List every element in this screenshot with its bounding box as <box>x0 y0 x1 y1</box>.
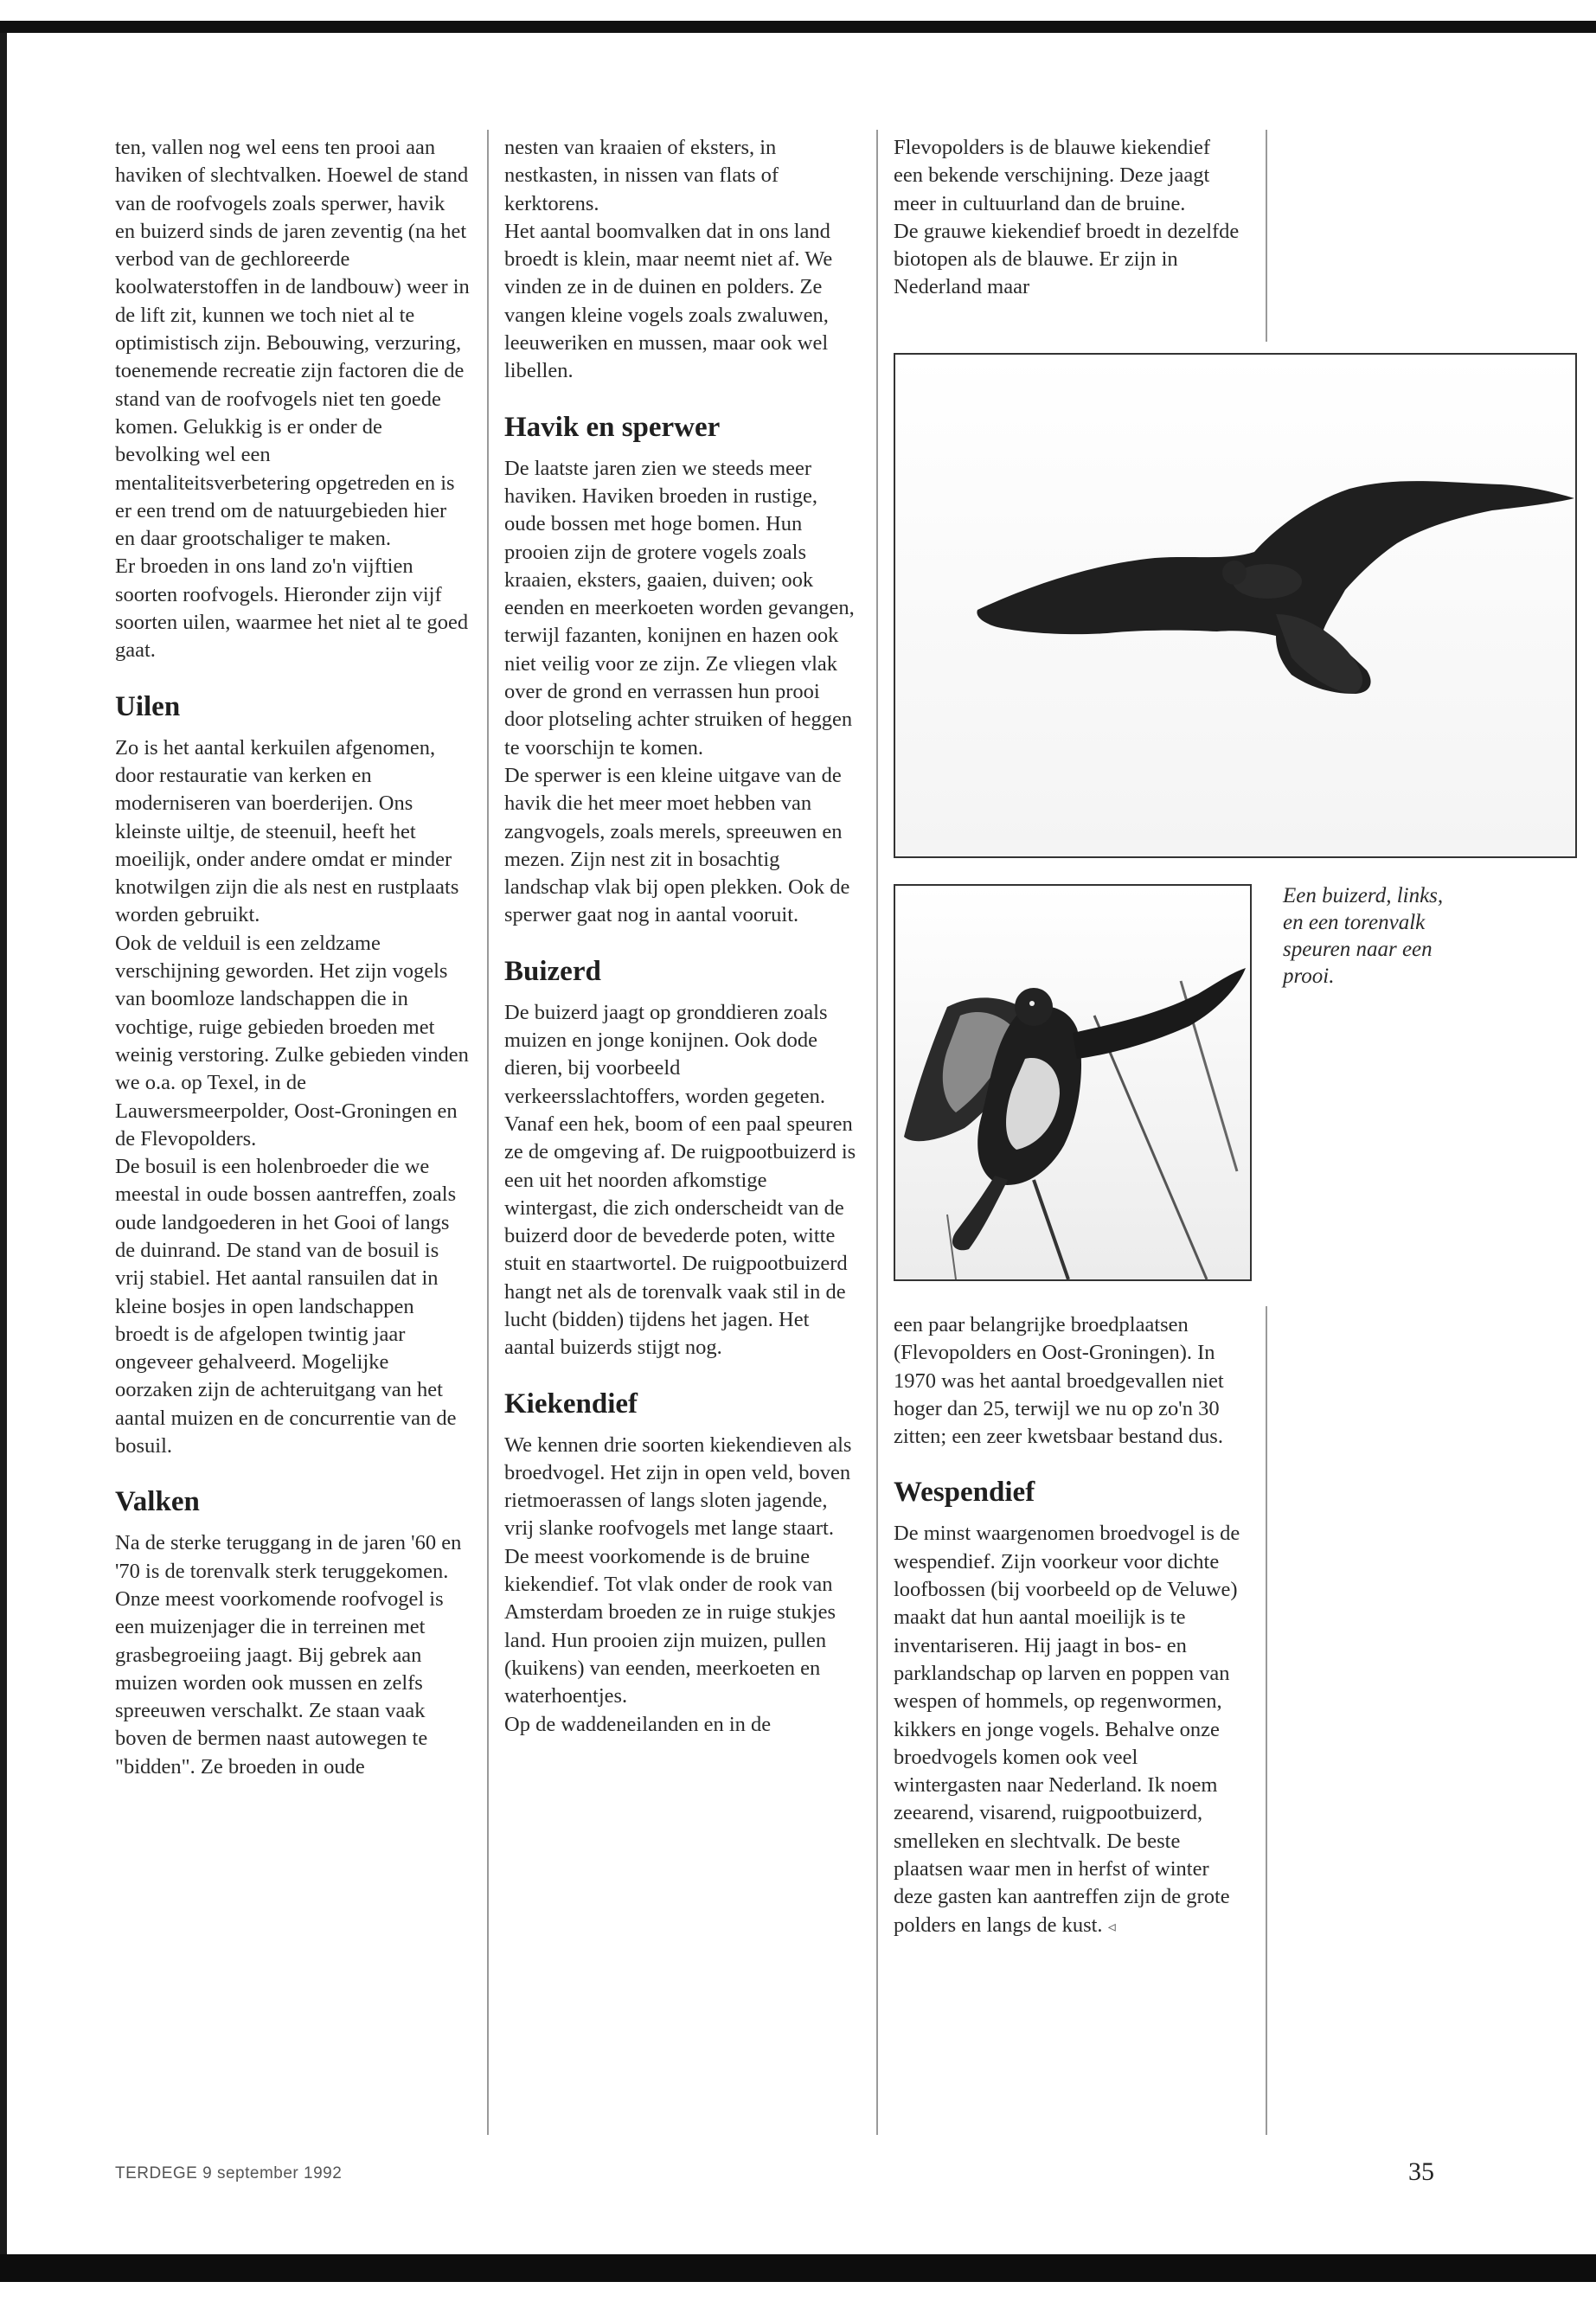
section-heading-wespendief: Wespendief <box>894 1477 1035 1509</box>
section-heading-havik-en-sperwer: Havik en sperwer <box>504 411 721 443</box>
kestrel-in-flight-photo <box>894 353 1577 858</box>
paragraph-text: De minst waargenomen broedvogel is de wespendief. Zijn voorkeur voor dichte loofbossen (bij voorbeeld op de Veluwe) maakt dat hun aantal moeilijk is te inventariseren. Hij jaagt in bos- en parklandschap op larven en poppen van wespen of hommels, op regenwormen, kikkers en jonge vogels. Behalve onze broedvogels komen ook veel wintergasten naar Nederland. Ik noem zeearend, visarend, ruigpootbuizerd, smelleken en slechtvalk. De beste plaatsen waar men in herfst of winter deze gasten kan aantreffen zijn de grote polders en langs de kust. <box>894 1522 1240 1937</box>
kestrel-silhouette <box>895 355 1575 856</box>
paragraph: De laatste jaren zien we steeds meer haviken. Haviken broeden in rustige, oude bossen met hoge bomen. Hun prooien zijn de grotere vogels zoals kraaien, eksters, gaaien, duiven; ook eenden en meerkoeten worden gevangen, terwijl fazanten, konijnen en hazen ook niet veilig voor ze zijn. Ze vliegen vlak over de grond en verrassen hun prooi door plotseling achter struiken of heggen te voorschijn te komen. <box>504 456 855 760</box>
top-rule <box>0 21 1596 33</box>
column-divider <box>876 130 878 2135</box>
paragraph: De meest voorkomende is de bruine kiekendief. Tot vlak onder de rook van Amsterdam broeden ze in ruige stukjes land. Hun prooien zijn muizen, pullen (kuikens) van eenden, meerkoeten en waterhoentjes. <box>504 1544 836 1708</box>
paragraph: Er broeden in ons land zo'n vijftien soorten roofvogels. Hieronder zijn vijf soorten uilen, waarmee het niet al te goed gaat. <box>115 554 469 663</box>
buzzard-illustration <box>895 886 1250 1279</box>
paragraph: Na de sterke teruggang in de jaren '60 en '70 is de torenvalk sterk teruggekomen. Onze meest voorkomende roofvogel is een muizenjager die in terreinen met grasbegroeiing jaagt. Bij gebrek aan muizen worden ook mussen en zelfs spreeuwen verschalkt. Ze staan vaak boven de bermen naast autowegen te "bidden". Ze broeden in oude <box>115 1531 462 1779</box>
paragraph: Zo is het aantal kerkuilen afgenomen, door restauratie van kerken en moderniseren van boerderijen. Ons kleinste uiltje, de steenuil, heeft het moeilijk, onder andere omdat er minder knotwilgen zijn die als nest en rustplaats worden gebruikt. <box>115 735 459 927</box>
paragraph: De buizerd jaagt op gronddieren zoals muizen en jonge konijnen. Ook dode dieren, bij voorbeeld verkeersslachtoffers, worden gegeten. Vanaf een hek, boom of een paal speuren ze de omgeving af. De ruigpootbuizerd is een uit het noorden afkomstige wintergast, die zich onderscheidt van de buizerd door de bevederde poten, witte stuit en staartwortel. De ruigpootbuizerd hangt net als de torenvalk vaak stil in de lucht (bidden) tijdens het jagen. Het aantal buizerds stijgt nog. <box>504 1000 856 1360</box>
end-mark-icon: ◃ <box>1107 1917 1116 1935</box>
article-column-2 <box>504 134 861 1739</box>
section-heading-buizerd: Buizerd <box>504 955 601 987</box>
publication-footer: TERDEGE 9 september 1992 <box>115 2164 343 2182</box>
left-scan-edge <box>0 33 7 2265</box>
column-divider <box>1266 1306 1267 2135</box>
section-heading-uilen: Uilen <box>115 690 181 722</box>
article-column-3-top <box>894 134 1244 302</box>
buzzard-perched-photo <box>894 884 1252 1281</box>
column-divider <box>1266 130 1267 342</box>
paragraph: We kennen drie soorten kiekendieven als broedvogel. Het zijn in open veld, boven rietmoerassen of langs sloten jagende, vrij slanke roofvogels met lange staart. <box>504 1433 852 1541</box>
paragraph: een paar belangrijke broedplaatsen (Flevopolders en Oost-Groningen). In 1970 was het aantal broedgevallen niet hoger dan 25, terwijl we nu op zo'n 30 zitten; een zeer kwetsbaar bestand dus. <box>894 1313 1224 1449</box>
paragraph: Ook de velduil is een zeldzame verschijning geworden. Het zijn vogels van boomloze landschappen die in vochtige, ruige gebieden broeden met weinig verstoring. Zulke gebieden vinden we o.a. op Texel, in de Lauwersmeerpolder, Oost-Groningen en de Flevopolders. <box>115 931 469 1150</box>
paragraph: De grauwe kiekendief broedt in dezelfde biotopen als de blauwe. Er zijn in Nederland maar <box>894 219 1240 299</box>
paragraph: Op de waddeneilanden en in de <box>504 1712 772 1736</box>
paragraph: nesten van kraaien of eksters, in nestkasten, in nissen van flats of kerktorens. <box>504 136 779 215</box>
photo-caption: Een buizerd, links, en een torenvalk speuren naar een prooi. <box>1283 884 1444 988</box>
paragraph <box>894 1520 1244 1939</box>
paragraph: Flevopolders is de blauwe kiekendief een bekende verschijning. Deze jaagt meer in cultuurland dan de bruine. <box>894 136 1211 215</box>
section-heading-valken: Valken <box>115 1486 200 1518</box>
paragraph: Het aantal boomvalken dat in ons land broedt is klein, maar neemt niet af. We vinden ze in de duinen en polders. Ze vangen kleine vogels zoals zwaluwen, leeuweriken en mussen, maar ook wel libellen. <box>504 219 833 383</box>
paragraph: ten, vallen nog wel eens ten prooi aan haviken of slechtvalken. Hoewel de stand van de roofvogels zoals sperwer, havik en buizerd sinds de jaren zeventig (na het verbod van de gechloreerde koolwaterstoffen in de landbouw) weer in de lift zit, kunnen we toch niet al te optimistisch zijn. Bebouwing, verzuring, toenemende recreatie zijn factoren die de stand van de roofvogels niet ten goede komen. Gelukkig is er onder de bevolking wel een mentaliteitsverbetering opgetreden en is er een trend om de natuurgebieden hier en daar grootschaliger te maken. <box>115 136 470 551</box>
paragraph: De sperwer is een kleine uitgave van de havik die het meer moet hebben van zangvogels, zoals merels, spreeuwen en mezen. Zijn nest zit in bosachtig landschap vlak bij open plekken. Ook de sperwer gaat nog in aantal vooruit. <box>504 763 850 927</box>
page-number: 35 <box>1408 2157 1434 2186</box>
bottom-rule <box>0 2254 1596 2282</box>
article-column-3-bottom <box>894 1311 1244 1940</box>
paragraph: De bosuil is een holenbroeder die we meestal in oude bossen aantreffen, zoals oude landgoederen in het Gooi of langs de duinrand. De stand van de bosuil is vrij stabiel. Het aantal ransuilen dat in kleine bosjes in open landschappen broedt is de afgelopen twintig jaar ongeveer gehalveerd. Mogelijke oorzaken zijn de achteruitgang van het aantal muizen en de concurrentie van de bosuil. <box>115 1155 457 1458</box>
column-divider <box>487 130 489 2135</box>
article-column-1 <box>115 134 470 1781</box>
section-heading-kiekendief: Kiekendief <box>504 1388 638 1420</box>
